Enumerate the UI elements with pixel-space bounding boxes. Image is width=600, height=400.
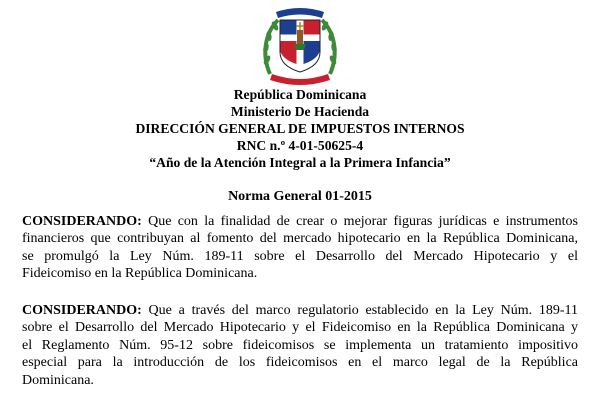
considerando-paragraph-2 [22, 302, 578, 389]
coat-of-arms-emblem [256, 4, 344, 88]
year-motto: “Año de la Atención Integral a la Primera Infancia” [149, 155, 451, 170]
ministry-name: Ministerio De Hacienda [230, 104, 370, 119]
paragraph-line: CONSIDERANDO: Que con la finalidad de crear o mejorar figuras jurídicas e instrumentos [22, 214, 578, 229]
paragraph-line: Dominicana. [22, 372, 94, 388]
paragraph-line: financieros que contribuyan al fomento del mercado hipotecario en la República Dominicana, [22, 231, 578, 247]
paragraph-line: sobre el Desarrollo del Mercado Hipotecario y el Fideicomiso en la República Dominicana y [22, 320, 578, 336]
considerando-paragraph-1 [22, 213, 578, 283]
paragraph-line: Fideicomiso en la República Dominicana. [22, 266, 258, 282]
country-name: República Dominicana [233, 87, 367, 102]
considerando-keyword: CONSIDERANDO: [22, 303, 142, 318]
considerando-keyword: CONSIDERANDO: [22, 214, 142, 229]
paragraph-line: CONSIDERANDO: Que a través del marco regulatorio establecido en la Ley Núm. 189-11 [22, 303, 578, 318]
directorate-name: DIRECCIÓN GENERAL DE IMPUESTOS INTERNOS [135, 121, 465, 136]
paragraph-line: el Reglamento Núm. 95-12 sobre fideicomisos se implementa un tratamiento impositivo [22, 337, 578, 353]
paragraph-line: especial para la introducción de los fideicomisos en el marco legal de la República [22, 355, 578, 371]
document-title: Norma General 01-2015 [228, 189, 372, 204]
rnc-number: RNC n.º 4-01-50625-4 [236, 138, 364, 153]
paragraph-line: se promulgó la Ley Núm. 189-11 sobre el Desarrollo del Mercado Hipotecario y el [22, 248, 578, 264]
document-header [0, 86, 600, 171]
